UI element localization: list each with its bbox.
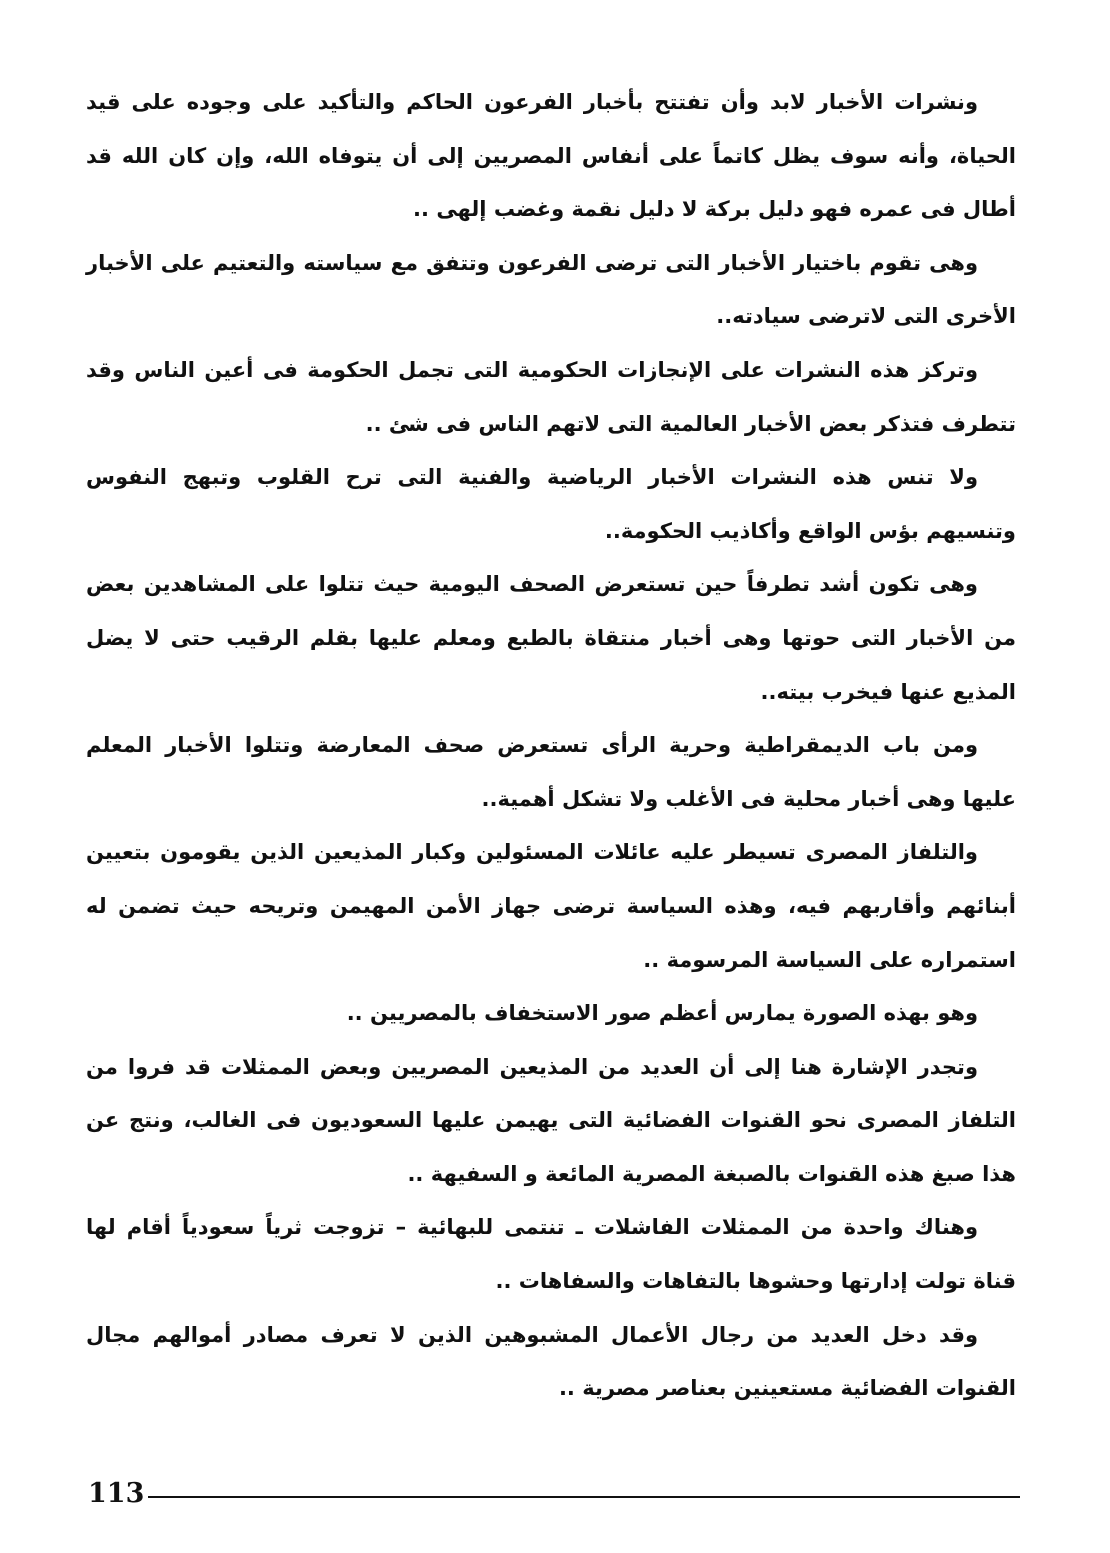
body-text: [86, 76, 1016, 1416]
paragraph: ونشرات الأخبار لابد وأن تفتتح بأخبار الفرعون الحاكم والتأكيد على وجوده على قيد الحياة، وأنه سوف يظل كاتماً على أنفاس المصريين إلى أن يتوفاه الله، وإن كان الله قد أطال فى عمره فهو دليل بركة لا دليل نقمة وغضب إلهى ..: [86, 90, 1016, 222]
paragraph: وقد دخل العديد من رجال الأعمال المشبوهين الذين لا تعرف مصادر أموالهم مجال القنوات الفضائية مستعينين بعناصر مصرية ..: [86, 1322, 1016, 1401]
paragraph: وهى تكون أشد تطرفاً حين تستعرض الصحف اليومية حيث تتلوا على المشاهدين بعض من الأخبار التى حوتها وهى أخبار منتقاة بالطبع ومعلم عليها بقلم الرقيب حتى لا يضل المذيع عنها فيخرب بيته..: [86, 572, 1016, 704]
paragraph: وهى تقوم باختيار الأخبار التى ترضى الفرعون وتتفق مع سياسته والتعتيم على الأخبار الأخرى التى لاترضى سيادته..: [86, 250, 1016, 329]
paragraph: ولا تنس هذه النشرات الأخبار الرياضية والفنية التى ترح القلوب وتبهج النفوس وتنسيهم بؤس الواقع وأكاذيب الحكومة..: [86, 465, 1016, 543]
page-footer: [88, 1474, 1020, 1514]
paragraph: وتركز هذه النشرات على الإنجازات الحكومية التى تجمل الحكومة فى أعين الناس وقد تتطرف فتذكر بعض الأخبار العالمية التى لاتهم الناس فى شئ ..: [86, 357, 1016, 436]
paragraph: ومن باب الديمقراطية وحرية الرأى تستعرض صحف المعارضة وتتلوا الأخبار المعلم عليها وهى أخبار محلية فى الأغلب ولا تشكل أهمية..: [86, 733, 1016, 811]
footer-rule: [148, 1496, 1020, 1498]
paragraph: والتلفاز المصرى تسيطر عليه عائلات المسئولين وكبار المذيعين الذين يقومون بتعيين أبنائهم وأقاربهم فيه، وهذه السياسة ترضى جهاز الأمن المهيمن وتريحه حيث تضمن له استمراره على السياسة المرسومة ..: [86, 840, 1016, 972]
paragraph: وتجدر الإشارة هنا إلى أن العديد من المذيعين المصريين وبعض الممثلات قد فروا من التلفاز المصرى نحو القنوات الفضائية التى يهيمن عليها السعوديون فى الغالب، ونتج عن هذا صبغ هذه القنوات بالصبغة المصرية المائعة و السفيهة ..: [86, 1054, 1016, 1186]
paragraph: وهو بهذه الصورة يمارس أعظم صور الاستخفاف بالمصريين ..: [346, 1001, 978, 1026]
paragraph: وهناك واحدة من الممثلات الفاشلات ـ تنتمى للبهائية – تزوجت ثرياً سعودياً أقام لها قناة تولت إدارتها وحشوها بالتفاهات والسفاهات ..: [86, 1215, 1016, 1294]
page-number: 113: [88, 1478, 145, 1509]
